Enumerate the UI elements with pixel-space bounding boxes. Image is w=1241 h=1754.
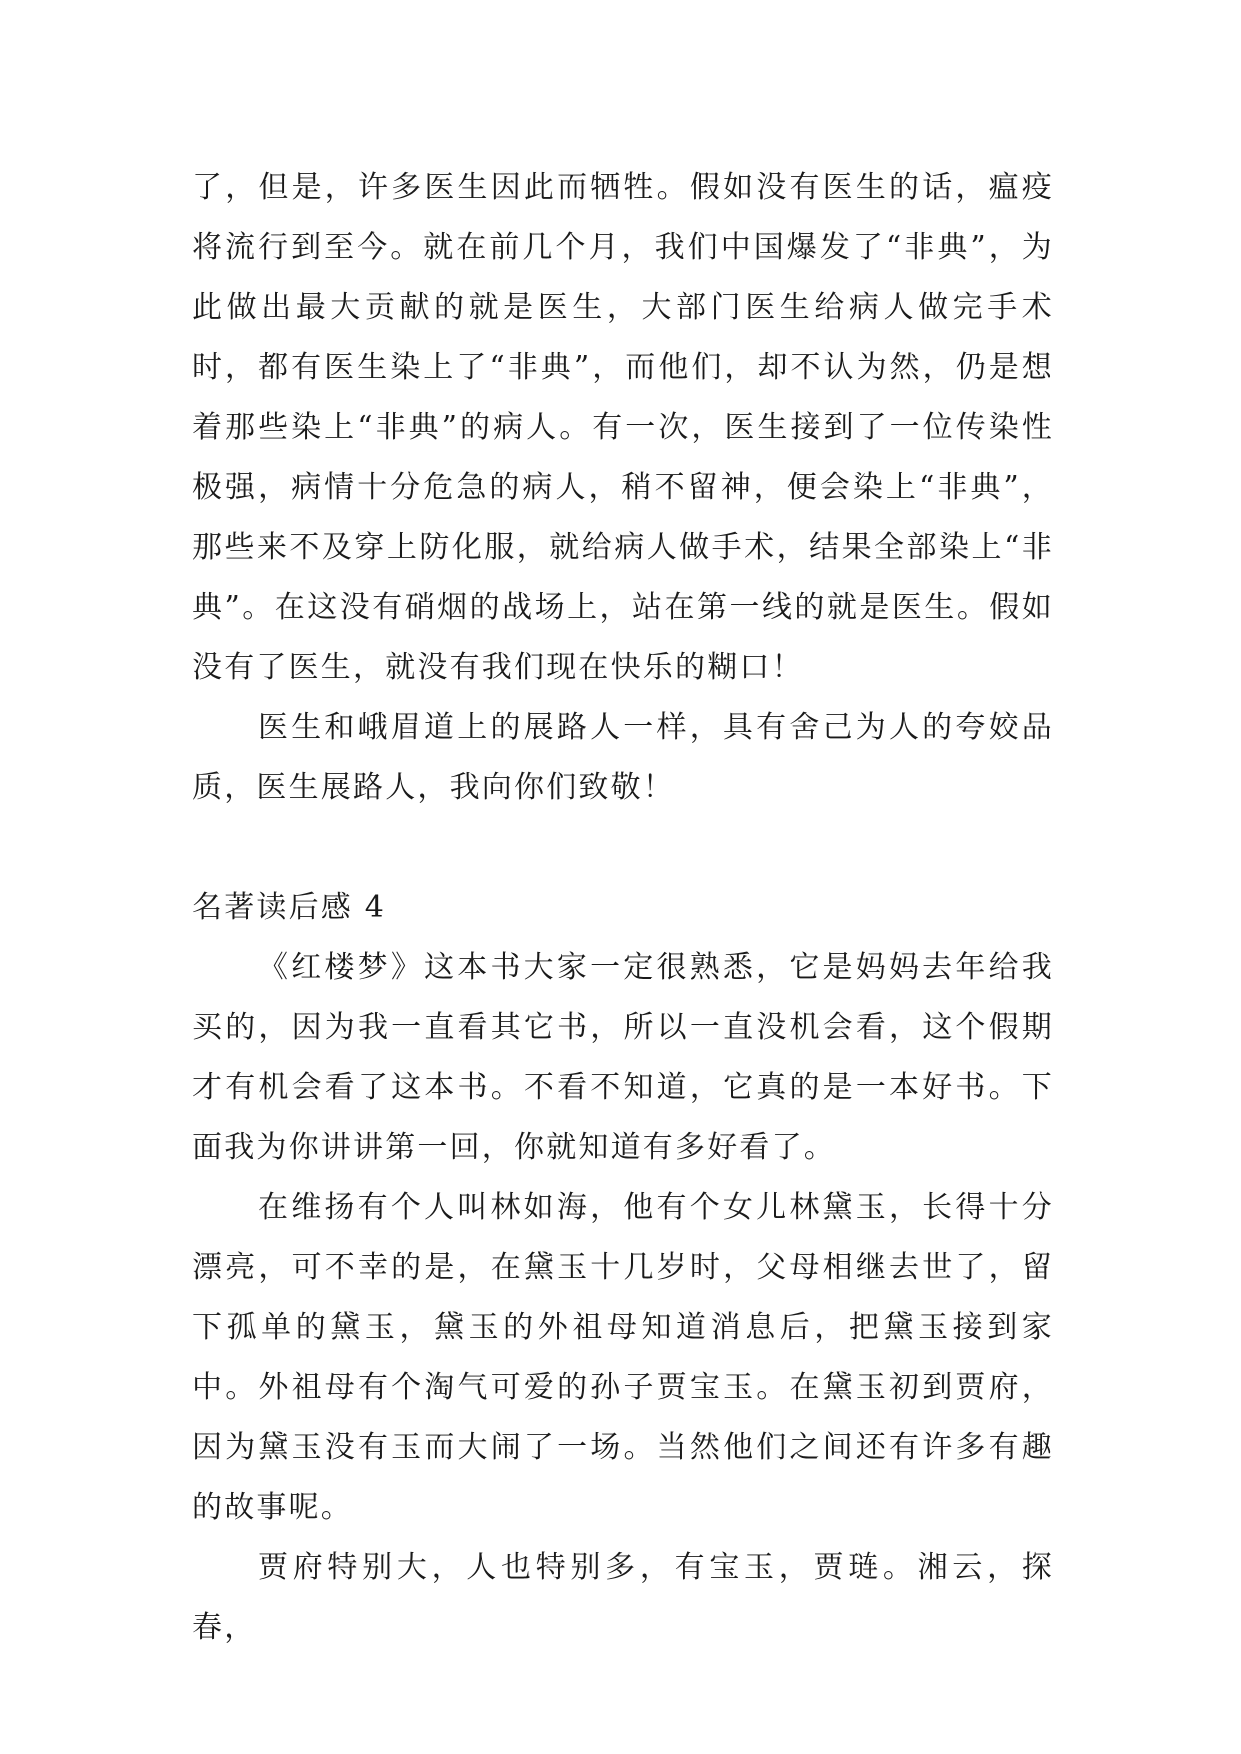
section-spacer <box>192 818 1054 878</box>
body-paragraph-1: 《红楼梦》这本书大家一定很熟悉，它是妈妈去年给我买的，因为我一直看其它书，所以一直没机会看，这个假期才有机会看了这本书。不看不知道，它真的是一本好书。下面我为你讲讲第一回，你就知道有多好看了。 <box>192 950 1054 1165</box>
body-paragraph-3: 贾府特别大，人也特别多，有宝玉，贾琏。湘云，探春， <box>192 1550 1054 1645</box>
continuation-paragraph: 了，但是，许多医生因此而牺牲。假如没有医生的话，瘟疫将流行到至今。就在前几个月，我们中国爆发了“非典”，为此做出最大贡献的就是医生，大部门医生给病人做完手术时，都有医生染上了“非典”，而他们，却不认为然，仍是想着那些染上“非典”的病人。有一次，医生接到了一位传染性极强，病情十分危急的病人，稍不留神，便会染上“非典”，那些来不及穿上防化服，就给病人做手术，结果全部染上“非典”。在这没有硝烟的战场上，站在第一线的就是医生。假如没有了医生，就没有我们现在快乐的糊口！ <box>192 170 1054 685</box>
conclusion-paragraph: 医生和峨眉道上的展路人一样，具有舍己为人的夸姣品质，医生展路人，我向你们致敬！ <box>192 710 1054 805</box>
document-body <box>192 158 1054 1658</box>
section-title: 名著读后感 4 <box>192 890 387 925</box>
body-paragraph-2: 在维扬有个人叫林如海，他有个女儿林黛玉，长得十分漂亮，可不幸的是，在黛玉十几岁时，父母相继去世了，留下孤单的黛玉，黛玉的外祖母知道消息后，把黛玉接到家中。外祖母有个淘气可爱的孙子贾宝玉。在黛玉初到贾府，因为黛玉没有玉而大闹了一场。当然他们之间还有许多有趣的故事呢。 <box>192 1190 1054 1525</box>
